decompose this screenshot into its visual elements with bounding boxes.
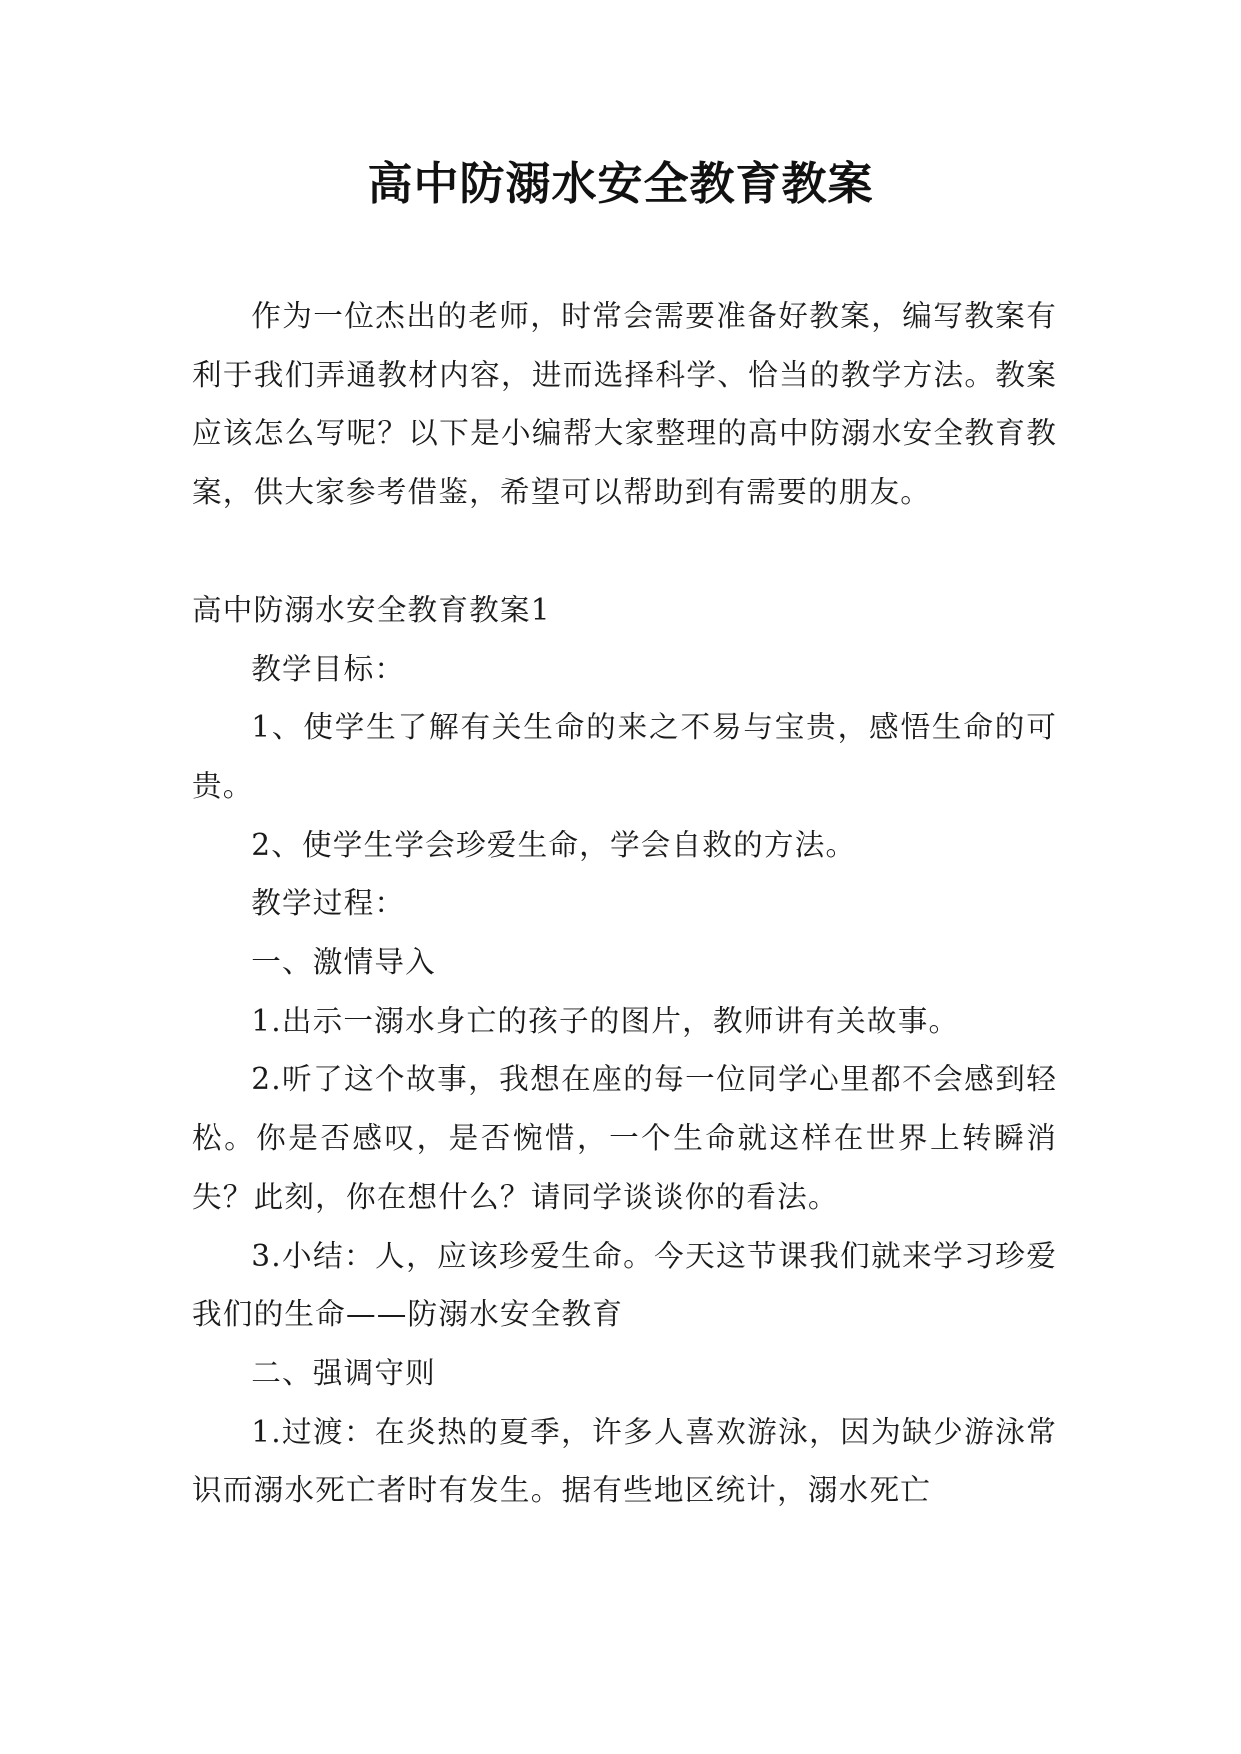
part-one-step-1: 1.出示一溺水身亡的孩子的图片，教师讲有关故事。 [251, 1003, 960, 1038]
part-two-step-1: 1.过渡：在炎热的夏季，许多人喜欢游泳，因为缺少游泳常识而溺水死亡者时有发生。据有些地区统计，溺水死亡 [192, 1414, 1057, 1508]
part-one-heading: 一、激情导入 [251, 945, 436, 980]
goal-item-1: 1、使学生了解有关生命的来之不易与宝贵，感悟生命的可贵。 [192, 710, 1057, 803]
paragraph-spacer [192, 522, 1057, 581]
intro-paragraph: 作为一位杰出的老师，时常会需要准备好教案，编写教案有利于我们弄通教材内容，进而选择科学、恰当的教学方法。教案应该怎么写呢？以下是小编帮大家整理的高中防溺水安全教育教案，供大家参考借鉴，希望可以帮助到有需要的朋友。 [192, 299, 1057, 510]
document-title: 高中防溺水安全教育教案 [367, 157, 874, 210]
goal-item-2: 2、使学生学会珍爱生命，学会自救的方法。 [251, 827, 857, 862]
part-one-step-2: 2.听了这个故事，我想在座的每一位同学心里都不会感到轻松。你是否感叹，是否惋惜，一个生命就这样在世界上转瞬消失？此刻，你在想什么？请同学谈谈你的看法。 [192, 1062, 1057, 1214]
section-heading: 高中防溺水安全教育教案1 [192, 592, 551, 627]
part-one-step-3: 3.小结：人，应该珍爱生命。今天这节课我们就来学习珍爱我们的生命——防溺水安全教育 [192, 1238, 1057, 1332]
part-two-heading: 二、强调守则 [251, 1355, 436, 1390]
teaching-process-heading: 教学过程： [251, 886, 406, 921]
teaching-goals-heading: 教学目标： [251, 651, 406, 686]
document-body [192, 287, 1057, 1520]
